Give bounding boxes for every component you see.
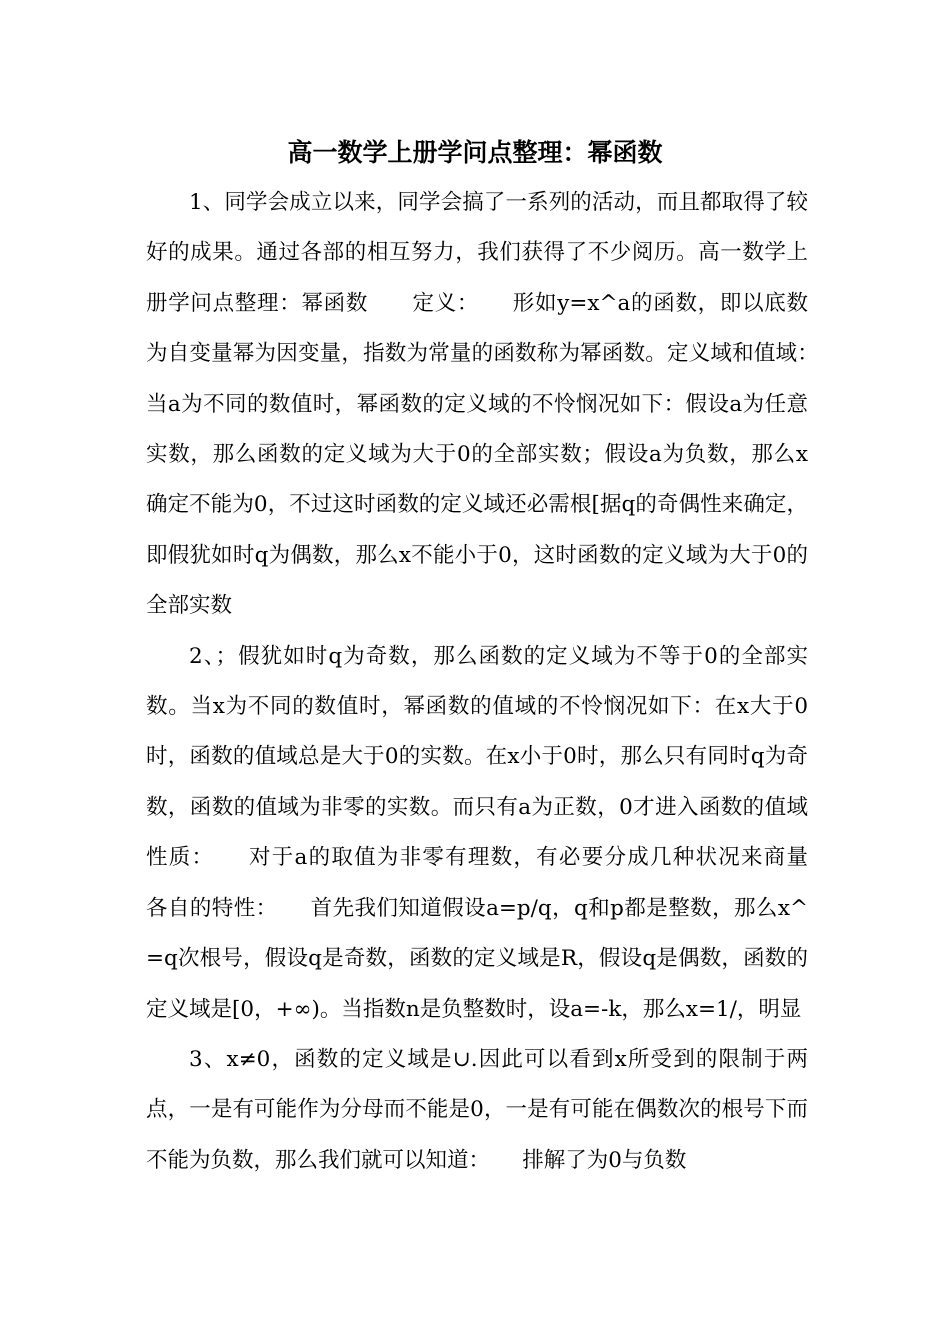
paragraph-2: 2、；假犹如时q为奇数，那么函数的定义域为不等于0的全部实数。当x为不同的数值时，幂函数的值域的不怜悯况如下：在x大于0时，函数的值域总是大于0的实数。在x小于0时，那么只有同时q为奇数，函数的值域为非零的实数。而只有a为正数，0才进入函数的值域 性质： 对于a的取值为非零有理数，有必要分成几种状况来商量 各自的特性： 首先我们知道假设a=p/q，q和p都是整数，那么x^=q次根号，假设q是奇数，函数的定义域是R，假设q是偶数，函数的定义域是[0，+∞)。当指数n是负整数时，设a=-k，那么x=1/，明显 <box>146 643 852 1022</box>
paragraph-1: 1、同学会成立以来，同学会搞了一系列的活动，而且都取得了较好的成果。通过各部的相互努力，我们获得了不少阅历。高一数学上册学问点整理：幂函数 定义： 形如y=x^a的函数，即以底数为自变量幂为因变量，指数为常量的函数称为幂函数。定义域和值域： 当a为不同的数值时，幂函数的定义域的不怜悯况如下：假设a为任意实数，那么函数的定义域为大于0的全部实数；假设a为负数，那么x确定不能为0，不过这时函数的定义域还必需根[据q的奇偶性来确定，即假犹如时q为偶数，那么x不能小于0，这时函数的定义域为大于0的全部实数 <box>146 190 852 619</box>
document-body <box>146 178 852 1186</box>
paragraph-3: 3、x≠0，函数的定义域是∪.因此可以看到x所受到的限制于两点，一是有可能作为分母而不能是0，一是有可能在偶数次的根号下而不能为负数，那么我们就可以知道： 排解了为0与负数 <box>146 1046 808 1173</box>
document-title: 高一数学上册学问点整理：幂函数 <box>287 138 663 167</box>
